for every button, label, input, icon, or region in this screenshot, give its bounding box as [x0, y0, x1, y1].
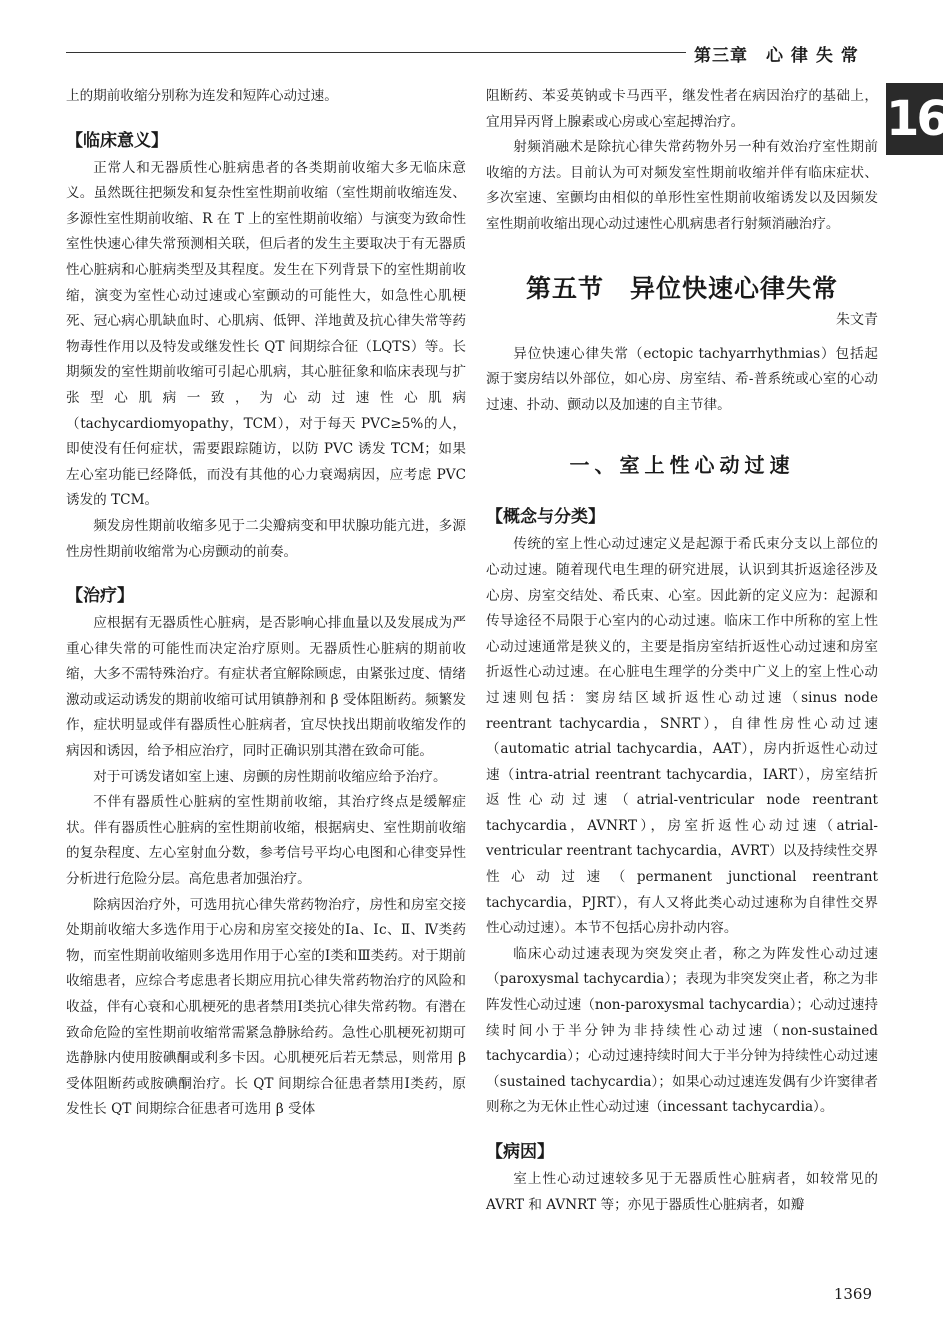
paragraph: 传统的室上性心动过速定义是起源于希氏束分支以上部位的心动过速。随着现代电生理的研究进展，认识到其折返途径涉及心房、房室交结处、希氏束、心室。因此新的定义应为：起源和传导途径不局限于心室内的心动过速。临床工作中所称的室上性心动过速通常是狭义的，主要是指房室结折返性心动过速和房室折返性心动过速。在心脏电生理学的分类中广义上的室上性心动过速则包括：窦房结区域折返性心动过速（sinus node reentrant tachycardia，SNRT），自律性房性心动过速（automatic atrial tachycardia，AAT），房内折返性心动过速（intra-atrial reentrant tachycardia，IART），房室结折返性心动过速（atrial-ventricular node reentrant tachycardia，AVNRT），房室折返性心动过速（atrial-ventricular reentrant tachycardia，AVRT）以及持续性交界性心动过速（permanent junctional reentrant tachycardia，PJRT），有人又将此类心动过速称为自律性交界性心动过速）。本节不包括心房扑动内容。: [486, 536, 878, 937]
paragraph: 上的期前收缩分别称为连发和短阵心动过速。: [66, 88, 338, 104]
paragraph: 对于可诱发诸如室上速、房颤的房性期前收缩应给予治疗。: [93, 768, 447, 785]
page-number: 1369: [833, 1285, 872, 1303]
section-heading-treatment: 【治疗】: [66, 586, 134, 607]
paragraph: 不伴有器质性心脏病的室性期前收缩，其治疗终点是缓解症状。伴有器质性心脏病的室性期前收缩，根据病史、室性期前收缩的复杂程度、左心室射血分数，参考信号平均心电图和心律变异性分析进行危险分层。高危患者加强治疗。: [66, 794, 466, 888]
section-title: 第五节 异位快速心律失常: [525, 273, 838, 303]
subsection-title: 一、室上性心动过速: [569, 453, 795, 478]
chapter-tab: 16: [886, 83, 943, 155]
paragraph: 临床心动过速表现为突发突止者，称之为阵发性心动过速（paroxysmal tachycardia）；表现为非突发突止者，称之为非阵发性心动过速（non-paroxysmal tachycardia）；心动过速持续时间小于半分钟为非持续性心动过速（non-sustained tachycardia）；心动过速持续时间大于半分钟为持续性心动过速（sustained tachycardia）；如果心动过速连发偶有少许窦律者则称之为无休止性心动过速（incessant tachycardia）。: [486, 945, 878, 1116]
section-heading-concept-classification: 【概念与分类】: [486, 507, 605, 528]
author-name: 朱文青: [836, 311, 878, 328]
paragraph: 阻断药、苯妥英钠或卡马西平，继发性者在病因治疗的基础上，宜用异丙肾上腺素或心房或心室起搏治疗。: [486, 88, 878, 130]
paragraph: 异位快速心律失常（ectopic tachyarrhythmias）包括起源于窦房结以外部位，如心房、房室结、希-普系统或心室的心动过速、扑动、颤动以及加速的自主节律。: [486, 345, 878, 413]
paragraph: 室上性心动过速较多见于无器质性心脏病者，如较常见的 AVRT 和 AVNRT 等；亦见于器质性心脏病者，如瓣: [486, 1171, 878, 1213]
right-column: [486, 84, 878, 1218]
section-heading-etiology: 【病因】: [486, 1142, 554, 1162]
header-rule: [66, 52, 686, 53]
paragraph: 射频消融术是除抗心律失常药物外另一种有效治疗室性期前收缩的方法。目前认为可对频发室性期前收缩并伴有临床症状、多次室速、室颤均由相似的单形性室性期前收缩诱发以及因频发室性期前收缩出现心动过速性心肌病患者行射频消融治疗。: [486, 139, 878, 232]
paragraph: 应根据有无器质性心脏病，是否影响心排血量以及发展成为严重心律失常的可能性而决定治疗原则。无器质性心脏病的期前收缩，大多不需特殊治疗。有症状者宜解除顾虑，由紧张过度、情绪激动或运动诱发的期前收缩可试用镇静剂和 β 受体阻断药。频繁发作，症状明显或伴有器质性心脏病者，宜尽快找出期前收缩发作的病因和诱因，给予相应治疗，同时正确识别其潜在致命可能。: [66, 615, 466, 760]
paragraph: 频发房性期前收缩多见于二尖瓣病变和甲状腺功能亢进，多源性房性期前收缩常为心房颤动的前奏。: [66, 517, 466, 560]
section-heading-clinical-significance: 【临床意义】: [66, 130, 168, 151]
left-column: [66, 84, 466, 1123]
running-head: 第三章 心 律 失 常: [694, 46, 859, 66]
paragraph: 正常人和无器质性心脏病患者的各类期前收缩大多无临床意义。虽然既往把频发和复杂性室性期前收缩（室性期前收缩连发、多源性室性期前收缩、R 在 T 上的室性期前收缩）与演变为致命性室性快速心律失常预测相关联，但后者的发生主要取决于有无器质性心脏病和心脏病类型及其程度。发生在下列背景下的室性期前收缩，演变为室性心动过速或心室颤动的可能性大，如急性心肌梗死、冠心病心肌缺血时、心肌病、低钾、洋地黄及抗心律失常等药物毒性作用以及特发或继发性长 QT 间期综合征（LQTS）等。长期频发的室性期前收缩可引起心肌病，其心脏征象和临床表现与扩张型心肌病一致，为心动过速性心肌病（tachycardiomyopathy，TCM），对于每天 PVC≥5%的人，即使没有任何症状，需要跟踪随访，以防 PVC 诱发 TCM；如果左心室功能已经降低，而没有其他的心力衰竭病因，应考虑 PVC 诱发的 TCM。: [66, 159, 466, 509]
paragraph: 除病因治疗外，可选用抗心律失常药物治疗，房性和房室交接处期前收缩大多选作用于心房和房室交接处的Ⅰa、Ⅰc、Ⅱ、Ⅳ类药物，而室性期前收缩则多选用作用于心室的Ⅰ类和Ⅲ类药。对于期前收缩患者，应综合考虑患者长期应用抗心律失常药物治疗的风险和收益，伴有心衰和心肌梗死的患者禁用Ⅰ类抗心律失常药物。有潜在致命危险的室性期前收缩常需紧急静脉给药。急性心肌梗死初期可选静脉内使用胺碘酮或利多卡因。心肌梗死后若无禁忌，则常用 β 受体阻断药或胺碘酮治疗。长 QT 间期综合征患者禁用Ⅰ类药，原发性长 QT 间期综合征患者可选用 β 受体: [66, 896, 466, 1118]
